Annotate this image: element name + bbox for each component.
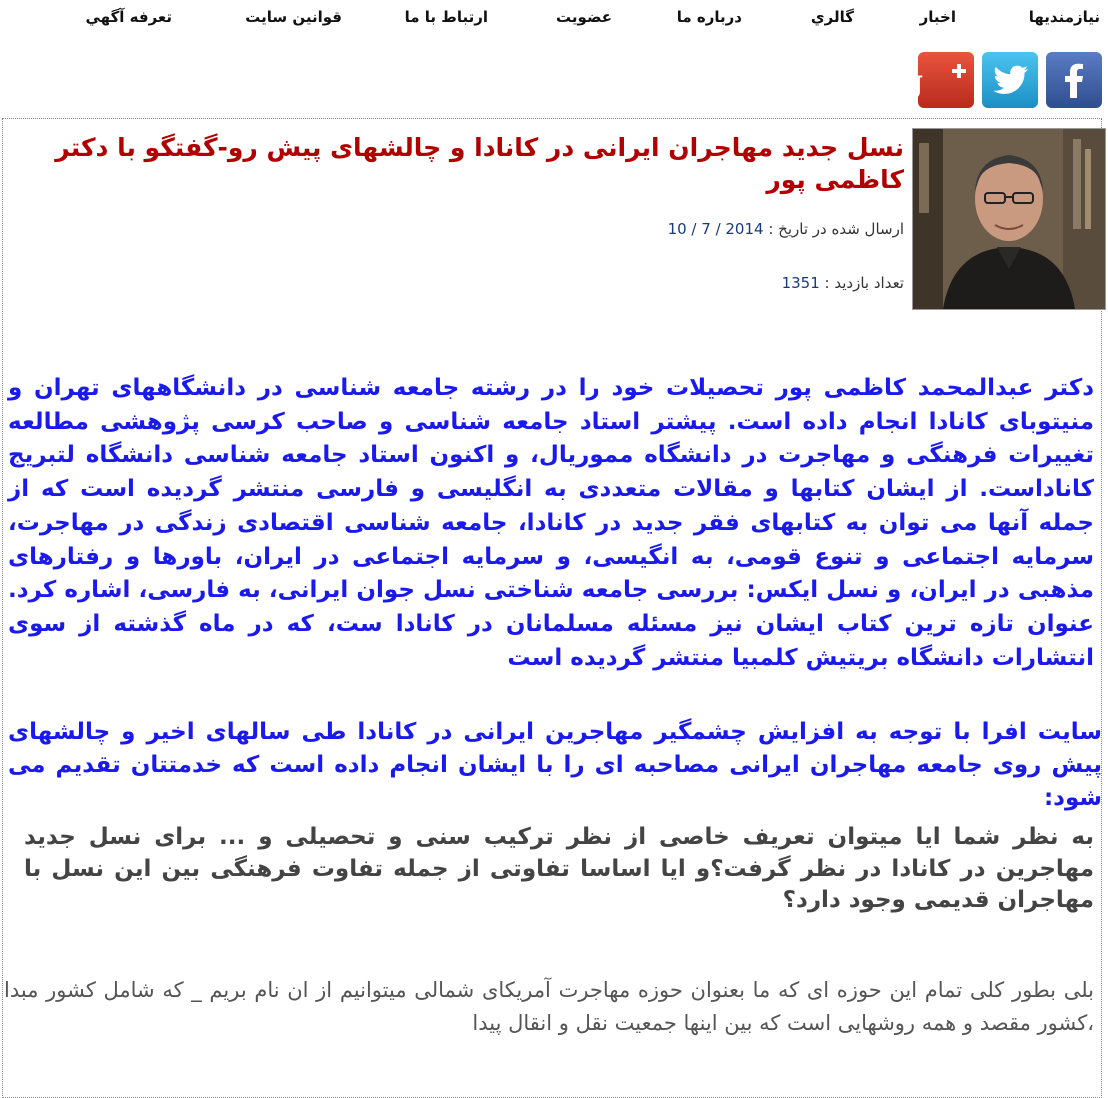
twitter-icon <box>982 52 1038 108</box>
view-count-value: 1351 <box>781 274 820 292</box>
nav-item-contact[interactable]: ارتباط با ما <box>404 8 488 26</box>
view-count <box>782 274 904 292</box>
article-intro: دکتر عبدالمحمد کاظمی پور تحصیلات خود را در رشته جامعه شناسی در دانشگاههای تهران و منیتوبای کانادا انجام داده است. پیشتر استاد جامعه شناسی و صاحب کرسی پژوهشی مطالعه تغییرات فرهنگی و مهاجرت در دانشگاه مموریال، و اکنون استاد جامعه شناسی دانشگاه لتبریج کاناداست. از ایشان کتابها و مقالات متعددی به انگلیسی و فارسی منتشر گردیده است که از جمله آنها می توان به کتابهای فقر جدید در کانادا، جامعه شناسی اقتصادی زندگی در مهاجرت، سرمایه اجتماعی و تنوع قومی، به انگیسی، و سرمایه اجتماعی در ایران، باورها و رفتارهای مذهبی در ایران، و نسل ایکس: بررسی جامعه شناختی نسل جوان ایرانی، به فارسی، اشاره کرد. عنوان تازه ترین کتاب ایشان نیز مسئله مسلمانان در کانادا ست، که در ماه گذشته از سوی انتشارات دانشگاه بریتیش کلمبیا منتشر گردیده است <box>8 375 1094 671</box>
svg-text:g: g <box>900 62 923 100</box>
author-photo <box>912 128 1106 310</box>
post-date-label: ارسال شده در تاریخ : <box>768 220 904 238</box>
facebook-icon <box>1046 52 1102 108</box>
twitter-button[interactable] <box>982 52 1038 108</box>
top-nav <box>0 0 1108 40</box>
article-title: نسل جدید مهاجران ایرانی در کانادا و چالشهای پیش رو-گفتگو با دکتر کاظمی پور <box>55 133 904 194</box>
post-date-value: 10 / 7 / 2014 <box>667 220 764 238</box>
nav-item-classifieds[interactable]: نيازمنديها <box>1028 8 1100 26</box>
facebook-button[interactable] <box>1046 52 1102 108</box>
interview-question: به نظر شما ایا میتوان تعریف خاصی از نظر ترکیب سنی و تحصیلی و ... برای نسل جدید مهاجرین در کانادا در نظر گرفت؟و ایا اساسا تفاوتی از جمله تفاوت فرهنگی بین این نسل با مهاجران قدیمی وجود دارد؟ <box>24 824 1094 913</box>
view-count-label: تعداد بازدید : <box>824 274 904 292</box>
nav-item-ad-rates[interactable]: تعرفه آگهي <box>85 8 172 26</box>
nav-item-news[interactable]: اخبار <box>919 8 956 26</box>
interview-answer: بلی بطور کلی تمام این حوزه ای که ما بعنوان حوزه مهاجرت آمریکای شمالی میتوانیم از ان نام بریم _ که شامل کشور مبدا ،کشور مقصد و همه روشهایی است که بین اینها جمعیت نقل و انقال پیدا <box>4 978 1094 1035</box>
nav-item-membership[interactable]: عضويت <box>556 8 612 26</box>
post-date <box>668 220 904 238</box>
nav-item-about[interactable]: درباره ما <box>676 8 742 26</box>
google-plus-icon <box>900 52 974 108</box>
google-plus-button[interactable] <box>900 52 974 108</box>
nav-item-gallery[interactable]: گالري <box>810 8 854 26</box>
nav-item-rules[interactable]: قوانين سايت <box>245 8 342 26</box>
article-intro-secondary: سایت افرا با توجه به افزایش چشمگیر مهاجرین ایرانی در کانادا طی سالهای اخیر و چالشهای پیش روی جامعه مهاجران ایرانی مصاحبه ای را با ایشان انجام داده است که خدمتتان تقدیم می شود: <box>8 719 1102 811</box>
